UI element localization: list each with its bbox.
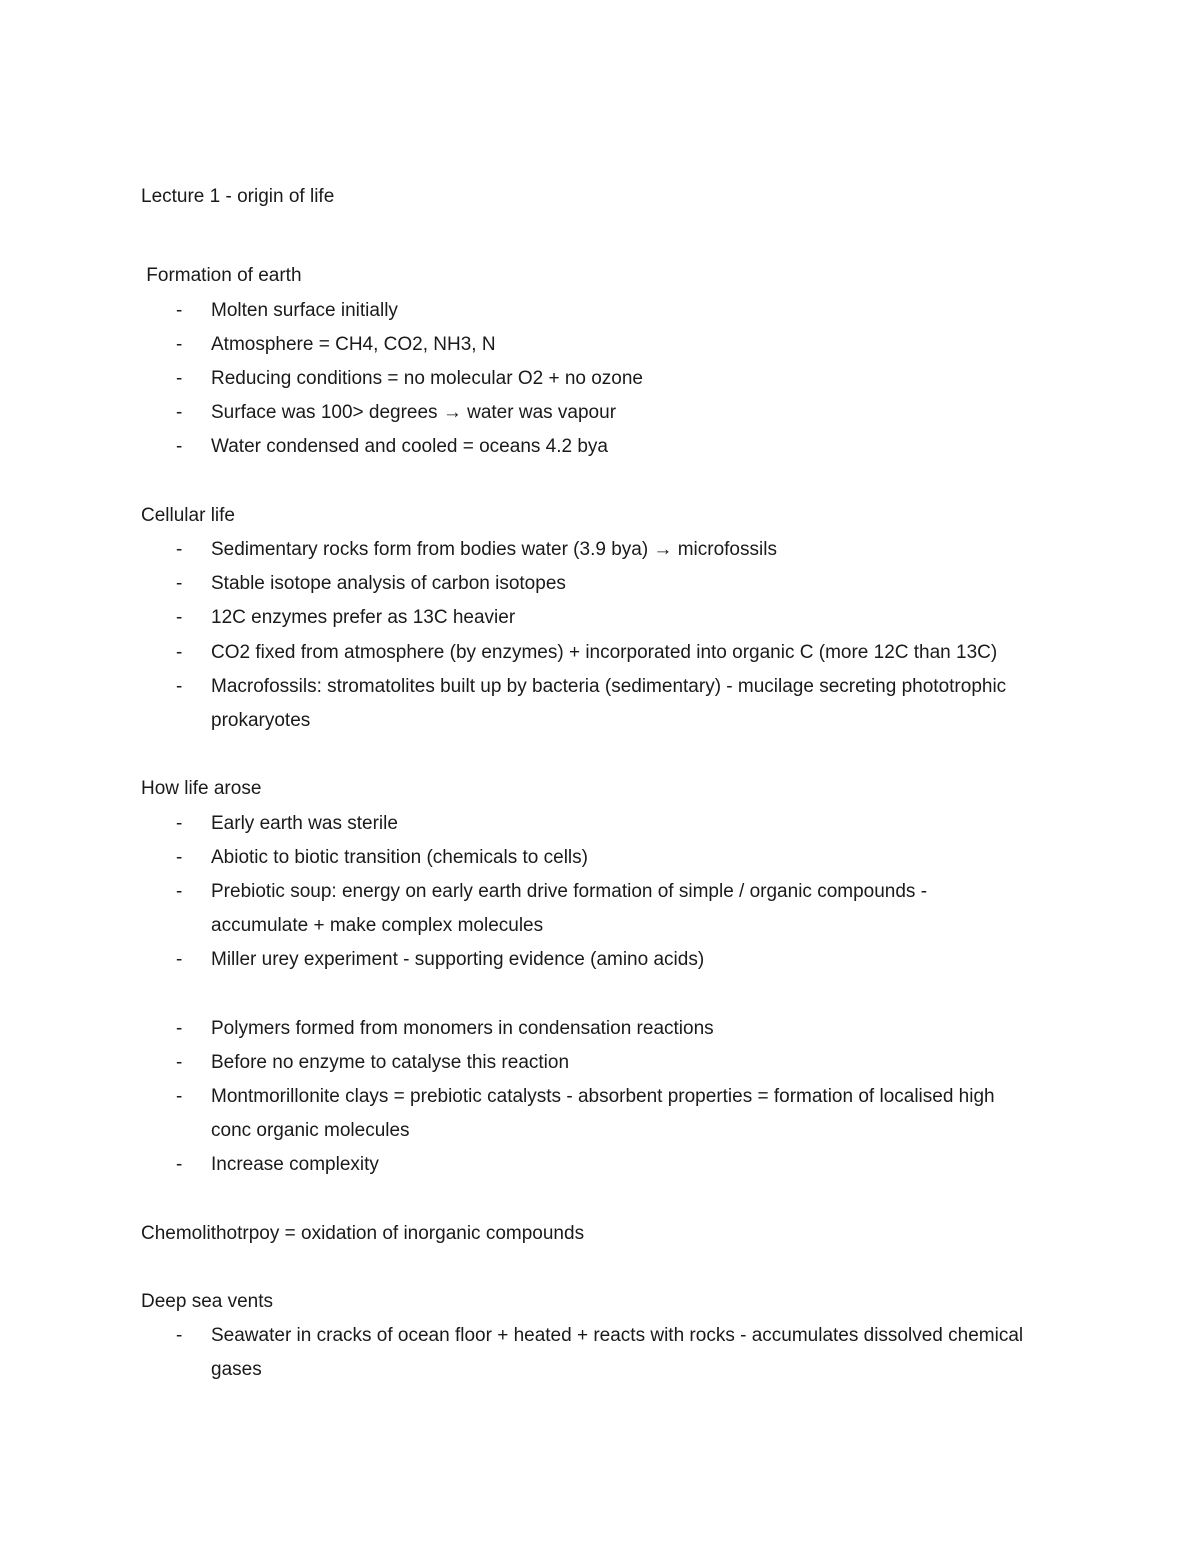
list-item: Atmosphere = CH4, CO2, NH3, N: [211, 334, 496, 355]
list-item-continuation: prokaryotes: [211, 710, 311, 731]
list-item: 12C enzymes prefer as 13C heavier: [211, 607, 516, 628]
bullet-dash: -: [176, 334, 183, 355]
list-item: Increase complexity: [211, 1154, 379, 1175]
bullet-dash: -: [176, 607, 183, 628]
bullet-dash: -: [176, 1018, 183, 1039]
list-item: Surface was 100> degrees → water was vapour: [211, 402, 617, 423]
list-item: Miller urey experiment - supporting evidence (amino acids): [211, 949, 705, 970]
list-item: Sedimentary rocks form from bodies water (3.9 bya) → microfossils: [211, 539, 777, 560]
list-item: Stable isotope analysis of carbon isotopes: [211, 573, 566, 594]
bullet-dash: -: [176, 1154, 183, 1175]
list-item: Prebiotic soup: energy on early earth drive formation of simple / organic compounds -: [211, 881, 928, 902]
bullet-dash: -: [176, 847, 183, 868]
list-item: Early earth was sterile: [211, 813, 398, 834]
list-item: Molten surface initially: [211, 300, 398, 321]
list-item: Seawater in cracks of ocean floor + heated + reacts with rocks - accumulates dissolved chemical: [211, 1325, 1024, 1346]
bullet-dash: -: [176, 402, 183, 423]
bullet-dash: -: [176, 436, 183, 457]
section-heading-how-life-arose: How life arose: [141, 778, 262, 799]
section-heading-cellular-life: Cellular life: [141, 505, 235, 526]
bullet-dash: -: [176, 813, 183, 834]
list-item: Macrofossils: stromatolites built up by bacteria (sedimentary) - mucilage secreting phototrophic: [211, 676, 1007, 697]
bullet-dash: -: [176, 1052, 183, 1073]
bullet-dash: -: [176, 881, 183, 902]
bullet-dash: -: [176, 1086, 183, 1107]
bullet-dash: -: [176, 642, 183, 663]
bullet-dash: -: [176, 949, 183, 970]
bullet-dash: -: [176, 539, 183, 560]
list-item: Reducing conditions = no molecular O2 + no ozone: [211, 368, 643, 389]
section-heading-deep-sea-vents: Deep sea vents: [141, 1291, 274, 1312]
list-item: Montmorillonite clays = prebiotic catalysts - absorbent properties = formation of localised high: [211, 1086, 995, 1107]
list-item-continuation: gases: [211, 1359, 262, 1380]
bullet-dash: -: [176, 573, 183, 594]
list-item: Water condensed and cooled = oceans 4.2 bya: [211, 436, 608, 457]
list-item: CO2 fixed from atmosphere (by enzymes) + incorporated into organic C (more 12C than 13C): [211, 642, 998, 663]
section-heading-formation-of-earth: Formation of earth: [141, 265, 302, 286]
list-item: Before no enzyme to catalyse this reaction: [211, 1052, 570, 1073]
page-title: Lecture 1 - origin of life: [141, 186, 335, 207]
bullet-dash: -: [176, 1325, 183, 1346]
bullet-dash: -: [176, 368, 183, 389]
bullet-dash: -: [176, 300, 183, 321]
section-heading-chemolithotrophy: Chemolithotrpoy = oxidation of inorganic compounds: [141, 1223, 585, 1244]
list-item-continuation: accumulate + make complex molecules: [211, 915, 544, 936]
bullet-dash: -: [176, 676, 183, 697]
list-item: Polymers formed from monomers in condensation reactions: [211, 1018, 714, 1039]
list-item-continuation: conc organic molecules: [211, 1120, 410, 1141]
list-item: Abiotic to biotic transition (chemicals to cells): [211, 847, 588, 868]
